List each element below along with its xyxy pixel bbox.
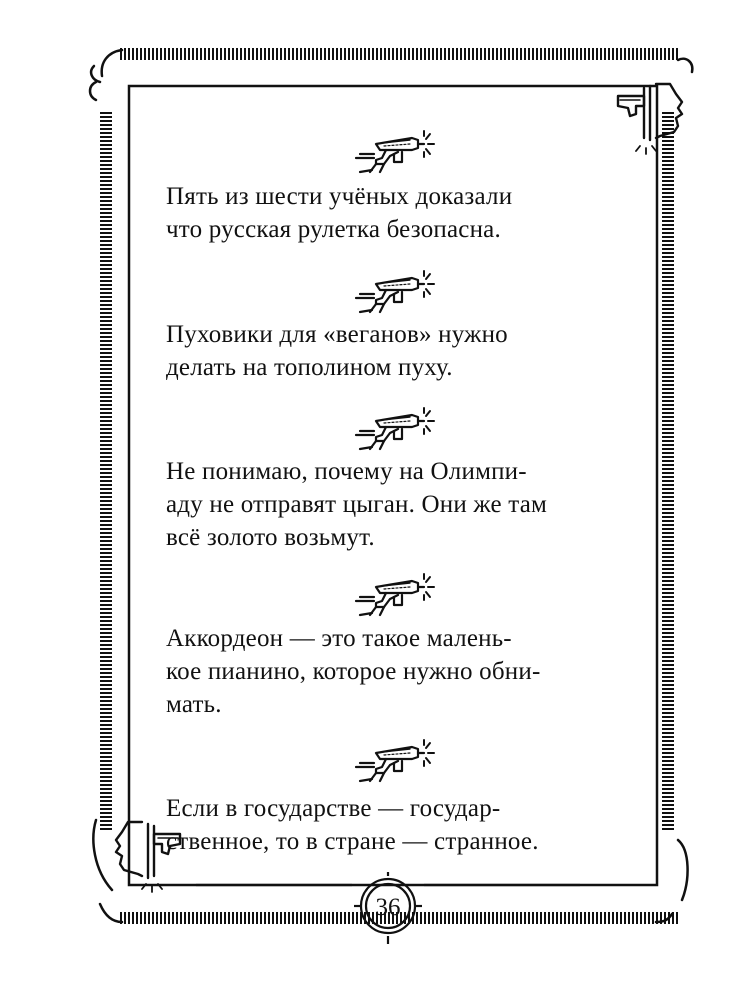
joke-paragraph: Не понимаю, почему на Олимпи- аду не отправят цыган. Они же там всё золото возьмут. [166,458,548,551]
page-number: 36 [375,894,401,921]
joke-paragraph: Пуховики для «веганов» нужно делать на тополином пуху. [166,321,508,381]
ray-gun-icon [356,740,434,781]
ray-gun-icon [356,408,434,449]
joke-paragraph: Пять из шести учёных доказали что русская рулетка безопасна. [166,183,513,243]
joke-paragraph: Если в государстве — государ- ственное, то в стране — странное. [166,795,539,855]
ray-gun-icon [356,271,434,312]
joke-paragraph: Аккордеон — это такое малень- кое пианино, которое нужно обни- мать. [166,625,541,718]
ray-gun-icon [356,131,434,172]
ray-gun-icon [356,574,434,615]
